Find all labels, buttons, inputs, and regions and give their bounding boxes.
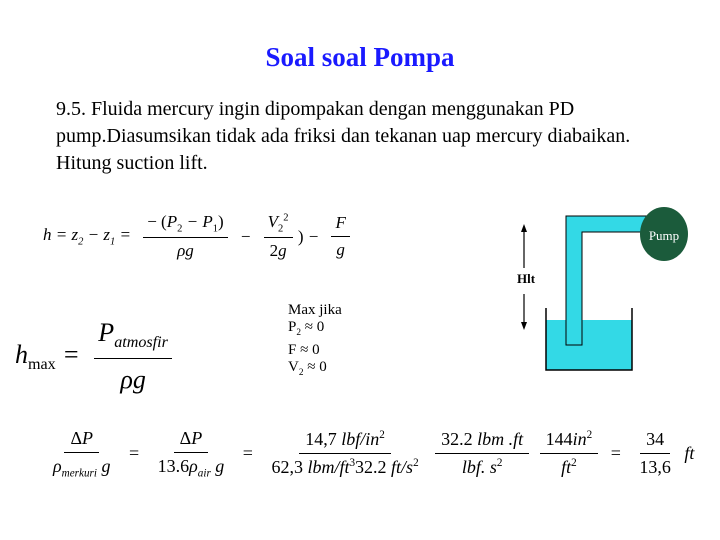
max-conditions	[288, 302, 342, 382]
tank-fluid	[546, 320, 632, 370]
slide-title: Soal soal Pompa	[265, 42, 455, 72]
height-label: Hlt	[516, 271, 536, 286]
hmax-equation: $h_{max}$ = $\frac{P_{atmosfir}}{\rho g}$	[10, 318, 175, 395]
condition-f: F ≈ 0	[288, 342, 320, 358]
pump-diagram	[500, 190, 700, 390]
condition-v2: $V_2 \approx 0$	[288, 359, 327, 378]
condition-p2: $P_2 \approx 0$	[288, 319, 325, 338]
conditions-heading: Max jika	[288, 302, 342, 318]
pump-label: Pump	[648, 228, 680, 243]
problem-statement: 9.5. Fluida mercury ingin dipompakan dengan menggunakan PD pump.Diasumsikan tidak ada friksi dan tekanan uap mercury diabaikan. Hitung suction lift.	[56, 98, 631, 174]
arrow-down-head	[521, 322, 527, 330]
suction-lift-calculation: $\frac{\Delta P}{\rho_{merkuri} g}$ = $\frac{\Delta P}{13.6\rho_{air} g}$ = $\frac{14,7 lbf/in^2}{62,3 lbm/ft^332.2 ft/s^2}$ $\frac{\text{32.2 lbm .ft}}{lbf. s^2}$ $\frac{144in^2}{ft^2}$ = $\frac{34}{13,6}$ ft	[53, 428, 695, 480]
head-equation: $h = z_2 - z_1$ = $\frac{- (P_2 - P_1)}{\rho g}$ − $\frac{V_2^2}{2g}$ ) − $\frac{F}{g}$	[38, 212, 353, 261]
arrow-up-head	[521, 224, 527, 232]
